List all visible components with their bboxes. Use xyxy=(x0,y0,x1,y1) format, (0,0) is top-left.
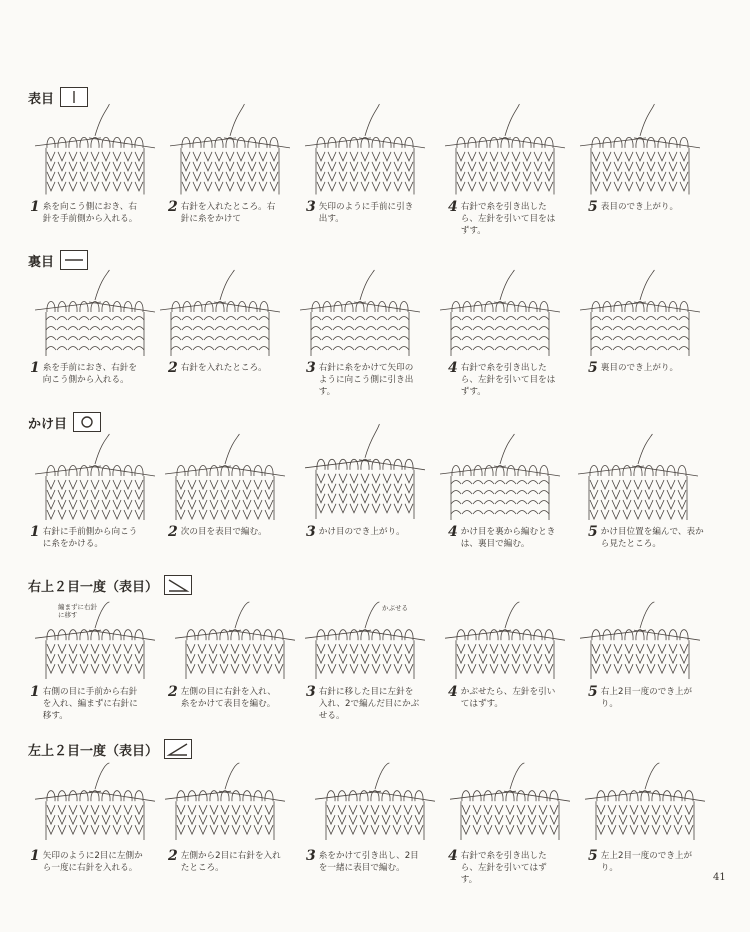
illustration-step-3 xyxy=(315,759,435,853)
step-caption: 5 表目のでき上がり。 xyxy=(588,199,679,215)
step-caption: 4 右針で糸を引き出したら、左針を引いてはずす。 xyxy=(448,848,547,885)
illustration-step-5 xyxy=(580,100,700,209)
knitting-swatch-drawing xyxy=(35,763,155,840)
section-title: 表目 xyxy=(28,91,55,107)
step-caption: 3 右針に糸をかけて矢印のように向こう側に引き出す。 xyxy=(306,360,414,397)
illustration-step-2 xyxy=(165,759,285,853)
illustration-step-1 xyxy=(35,266,155,370)
illustration-step-1 xyxy=(35,430,155,534)
knitting-swatch-drawing xyxy=(578,434,698,520)
knitting-swatch-drawing xyxy=(175,602,295,679)
knitting-swatch-drawing xyxy=(440,434,560,520)
knitting-swatch-drawing xyxy=(165,434,285,520)
step-caption: 2 左側から2目に右針を入れたところ。 xyxy=(168,848,281,873)
knitting-swatch-drawing xyxy=(35,602,155,679)
knitting-swatch-drawing xyxy=(35,434,155,520)
illustration-step-5 xyxy=(578,430,698,534)
illustration-step-4 xyxy=(440,266,560,370)
illustration-step-5 xyxy=(585,759,705,853)
knitting-swatch-drawing xyxy=(300,270,420,356)
step-caption: 5 左上2目一度のでき上がり。 xyxy=(588,848,693,873)
knitting-swatch-drawing xyxy=(160,270,280,356)
step-caption: 5 右上2目一度のでき上がり。 xyxy=(588,684,693,709)
illustration-step-3 xyxy=(305,420,425,534)
circle-symbol-icon xyxy=(73,412,101,432)
illustration-step-3 xyxy=(300,266,420,370)
step-caption: 1 矢印のように2目に左側から一度に右針を入れる。 xyxy=(30,848,143,873)
step-caption: 1 右側の目に手前から右針を入れ、編まずに右針に移す。 xyxy=(30,684,138,721)
section-title: 左上２目一度（表目） xyxy=(28,743,159,759)
knitting-swatch-drawing xyxy=(445,602,565,679)
knitting-swatch-drawing xyxy=(580,270,700,356)
knitting-swatch-drawing xyxy=(305,602,425,679)
right-decrease-symbol-icon xyxy=(164,575,192,595)
knitting-swatch-drawing xyxy=(165,763,285,840)
illustration-step-4 xyxy=(445,598,565,692)
illustration-step-1 xyxy=(35,100,155,209)
step-caption: 5 かけ目位置を編んで、表から見たところ。 xyxy=(588,524,704,549)
step-caption: 3 かけ目のでき上がり。 xyxy=(306,524,405,540)
step-caption: 3 矢印のように手前に引き出す。 xyxy=(306,199,414,224)
illustration-step-2 xyxy=(175,598,295,692)
page-number: 41 xyxy=(713,872,726,883)
annotation-label: かぶせる xyxy=(382,604,408,612)
section-title: 右上２目一度（表目） xyxy=(28,579,159,595)
illustration-step-4 xyxy=(445,100,565,209)
knitting-swatch-drawing xyxy=(170,104,290,195)
step-caption: 2 右針を入れたところ。 xyxy=(168,360,267,376)
left-decrease-symbol-icon xyxy=(164,739,192,759)
step-caption: 4 右針で糸を引き出したら、左針を引いて目をはずす。 xyxy=(448,199,556,236)
section-title-row xyxy=(28,575,192,595)
illustration-step-2 xyxy=(165,430,285,534)
knitting-swatch-drawing xyxy=(450,763,570,840)
knitting-swatch-drawing xyxy=(305,104,425,195)
illustration-step-4 xyxy=(450,759,570,853)
section-title-row xyxy=(28,412,101,432)
step-caption: 2 左側の目に右針を入れ、糸をかけて表目を編む。 xyxy=(168,684,276,709)
step-caption: 4 右針で糸を引き出したら、左針を引いて目をはずす。 xyxy=(448,360,556,397)
knitting-swatch-drawing xyxy=(580,104,700,195)
illustration-step-3 xyxy=(305,100,425,209)
knitting-swatch-drawing xyxy=(445,104,565,195)
step-caption: 2 右針を入れたところ。右針に糸をかけて xyxy=(168,199,276,224)
step-caption: 4 かぶせたら、左針を引いてはずす。 xyxy=(448,684,556,709)
knitting-swatch-drawing xyxy=(585,763,705,840)
illustration-step-5 xyxy=(580,266,700,370)
step-caption: 1 糸を向こう側におき、右針を手前側から入れる。 xyxy=(30,199,138,224)
illustration-step-4 xyxy=(440,430,560,534)
knitting-swatch-drawing xyxy=(440,270,560,356)
illustration-step-2 xyxy=(160,266,280,370)
section-title: かけ目 xyxy=(28,416,68,432)
annotation-label: 編まずに右針に移す xyxy=(58,603,97,619)
illustration-step-5 xyxy=(580,598,700,692)
illustration-step-2 xyxy=(170,100,290,209)
step-caption: 5 裏目のでき上がり。 xyxy=(588,360,679,376)
illustration-step-3 xyxy=(305,598,425,692)
step-caption: 1 糸を手前におき、右針を向こう側から入れる。 xyxy=(30,360,137,385)
section-title-row xyxy=(28,739,192,759)
step-caption: 2 次の目を表目で編む。 xyxy=(168,524,267,540)
section-title: 裏目 xyxy=(28,254,55,270)
step-caption: 3 右針に移した目に左針を入れ、2で編んだ目にかぶせる。 xyxy=(306,684,420,721)
step-caption: 4 かけ目を裏から編むときは、裏目で編む。 xyxy=(448,524,556,549)
illustration-step-1 xyxy=(35,598,155,692)
step-caption: 1 右針に手前側から向こうに糸をかける。 xyxy=(30,524,138,549)
knitting-swatch-drawing xyxy=(580,602,700,679)
illustration-step-1 xyxy=(35,759,155,853)
step-caption: 3 糸をかけて引き出し、2目を一緒に表目で編む。 xyxy=(306,848,419,873)
knitting-swatch-drawing xyxy=(315,763,435,840)
knitting-swatch-drawing xyxy=(35,104,155,195)
knitting-swatch-drawing xyxy=(305,424,425,519)
knitting-swatch-drawing xyxy=(35,270,155,356)
